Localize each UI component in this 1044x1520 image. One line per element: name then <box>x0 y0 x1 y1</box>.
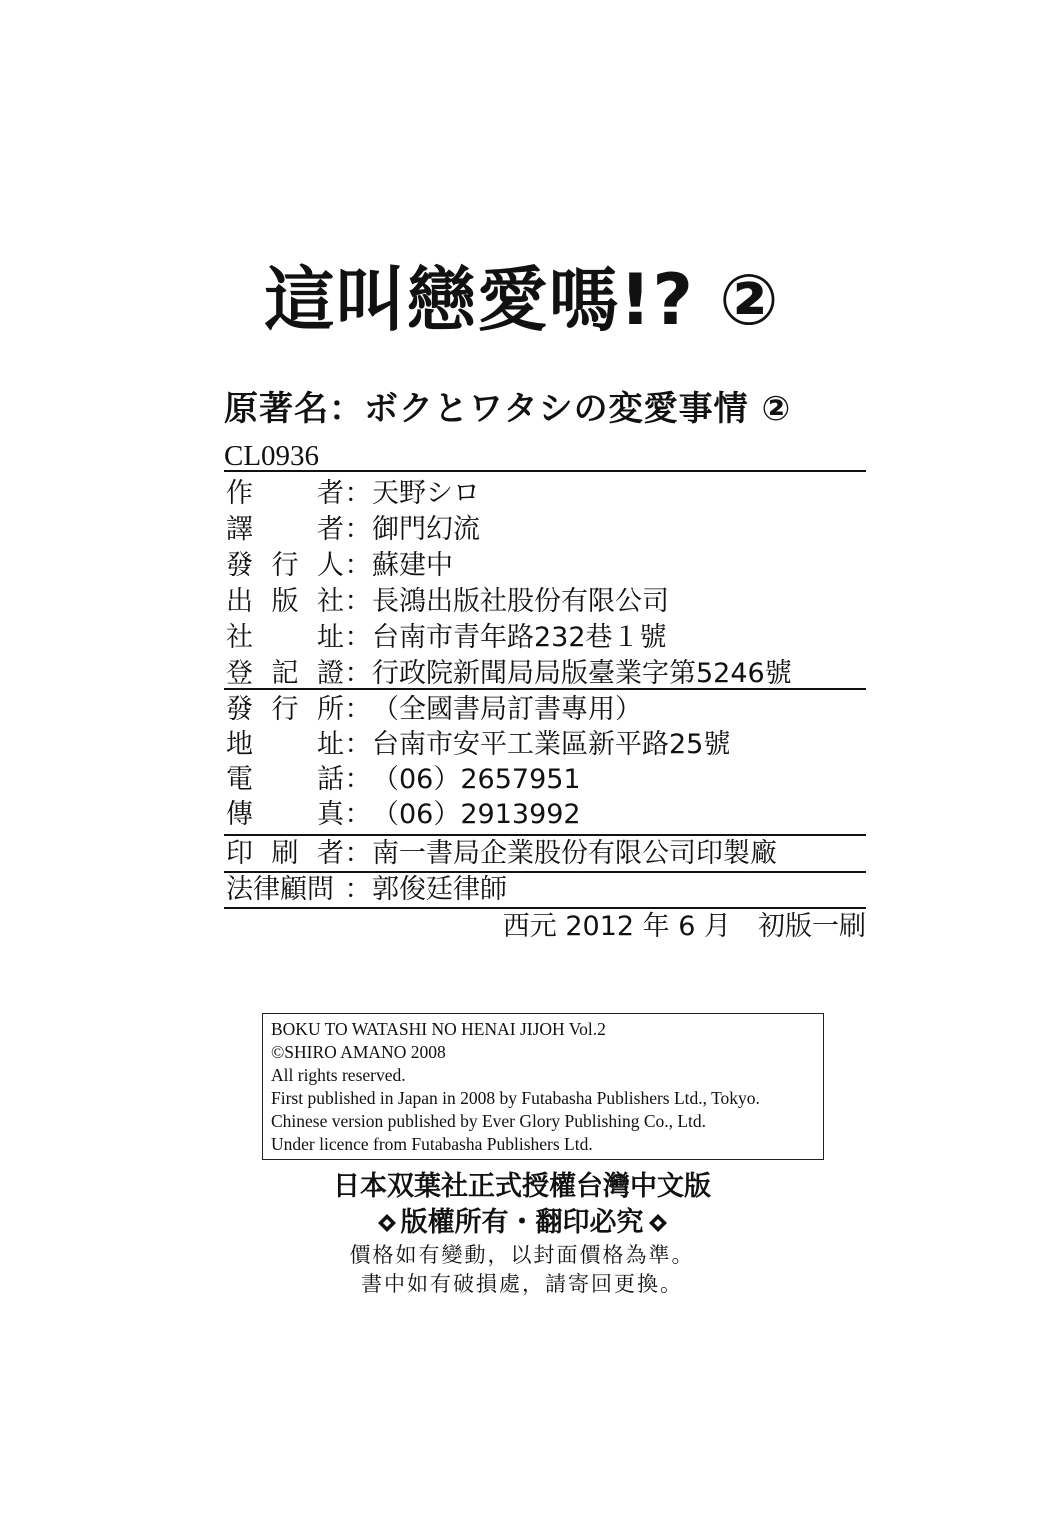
license-statement: 日本双葉社正式授權台灣中文版 <box>333 1171 711 1202</box>
row-label-char: 電 <box>226 764 253 795</box>
rights-statement <box>0 1206 1044 1240</box>
colophon-row <box>226 763 581 797</box>
row-label-char: 址 <box>317 729 344 760</box>
row-separator: ： <box>344 838 372 869</box>
diamond-ornament-icon <box>648 1213 668 1233</box>
divider <box>224 470 866 472</box>
row-label-char: 者 <box>317 478 344 509</box>
row-label-char: 作 <box>226 478 253 509</box>
row-label <box>226 621 344 655</box>
copyright-box <box>262 1013 824 1160</box>
row-label-char: 社 <box>226 622 253 653</box>
original-title: 原著名：ボクとワタシの変愛事情 ② <box>224 389 792 429</box>
row-label-char: 出 <box>226 586 253 617</box>
row-label-char: 真 <box>317 799 344 830</box>
row-value: 御門幻流 <box>372 514 480 545</box>
colophon-row <box>226 728 730 762</box>
row-label-char: 發 <box>226 550 253 581</box>
colophon-row <box>226 798 581 832</box>
row-value: 台南市安平工業區新平路25號 <box>372 729 731 760</box>
price-note: 價格如有變動，以封面價格為準。 <box>349 1243 695 1267</box>
row-label <box>226 549 344 583</box>
row-label-char: 話 <box>317 764 344 795</box>
copyright-line: Under licence from Futabasha Publishers Ltd. <box>271 1134 593 1154</box>
row-value: （06）2913992 <box>372 799 581 830</box>
row-label <box>226 728 344 762</box>
copyright-line: First published in Japan in 2008 by Futabasha Publishers Ltd., Tokyo. <box>271 1088 760 1108</box>
copyright-line: All rights reserved. <box>271 1065 406 1085</box>
damage-note: 書中如有破損處，請寄回更換。 <box>361 1272 683 1296</box>
row-label <box>226 513 344 547</box>
book-title: 這叫戀愛嗎!? ② <box>264 259 780 341</box>
row-value: 郭俊廷律師 <box>372 874 507 905</box>
colophon-row <box>226 585 669 619</box>
row-separator: ： <box>344 764 372 795</box>
row-separator: ： <box>344 799 372 830</box>
row-label <box>226 585 344 619</box>
edition-line: 西元 2012 年 6 月 初版一刷 <box>502 911 866 942</box>
row-label-char: 地 <box>226 729 253 760</box>
row-separator: ： <box>344 514 372 545</box>
colophon-row <box>226 549 453 583</box>
row-label-char: 社 <box>317 586 344 617</box>
row-separator: ： <box>344 694 372 725</box>
row-value: 行政院新聞局局版臺業字第5246號 <box>372 658 792 689</box>
row-label <box>226 798 344 832</box>
row-value: 蘇建中 <box>372 550 453 581</box>
copyright-line: Chinese version published by Ever Glory Publishing Co., Ltd. <box>271 1111 707 1131</box>
colophon-row <box>226 621 667 655</box>
colophon-row <box>226 657 792 691</box>
row-label-char: 刷 <box>271 838 299 869</box>
row-label <box>226 763 344 797</box>
row-label-char: 證 <box>317 658 344 689</box>
row-label <box>226 873 344 907</box>
copyright-line: BOKU TO WATASHI NO HENAI JIJOH Vol.2 <box>271 1019 606 1039</box>
row-label-char: 印 <box>226 838 253 869</box>
colophon-row <box>226 477 480 511</box>
colophon-row <box>226 873 507 907</box>
row-value: （全國書局訂書專用） <box>372 694 642 725</box>
row-label <box>226 477 344 511</box>
row-label-char: 行 <box>271 694 299 725</box>
row-separator: ： <box>344 586 372 617</box>
row-value: （06）2657951 <box>372 764 581 795</box>
row-label-char: 版 <box>271 586 299 617</box>
row-separator: ： <box>344 874 372 905</box>
row-label <box>226 657 344 691</box>
row-label <box>226 693 344 727</box>
row-value: 南一書局企業股份有限公司印製廠 <box>372 838 777 869</box>
row-label-char: 者 <box>317 838 344 869</box>
row-label-char: 法律顧問 <box>226 874 334 905</box>
row-label-char: 記 <box>271 658 299 689</box>
divider <box>224 907 866 909</box>
row-separator: ： <box>344 658 372 689</box>
colophon-row <box>226 513 480 547</box>
colophon-row <box>226 837 777 871</box>
row-value: 天野シロ <box>372 478 480 509</box>
row-label <box>226 837 344 871</box>
copyright-line: ©SHIRO AMANO 2008 <box>271 1042 446 1062</box>
rights-text: 版權所有・翻印必究 <box>400 1207 644 1238</box>
row-label-char: 行 <box>271 550 299 581</box>
row-separator: ： <box>344 478 372 509</box>
row-label-char: 譯 <box>226 514 253 545</box>
row-label-char: 者 <box>317 514 344 545</box>
row-separator: ： <box>344 622 372 653</box>
colophon-row <box>226 693 642 727</box>
catalog-code: CL0936 <box>224 440 320 472</box>
row-separator: ： <box>344 729 372 760</box>
row-label-char: 發 <box>226 694 253 725</box>
row-label-char: 所 <box>317 694 344 725</box>
row-value: 台南市青年路232巷１號 <box>372 622 667 653</box>
row-label-char: 傳 <box>226 799 253 830</box>
row-label-char: 址 <box>317 622 344 653</box>
diamond-ornament-icon <box>377 1213 397 1233</box>
row-value: 長鴻出版社股份有限公司 <box>372 586 669 617</box>
row-label-char: 人 <box>317 550 344 581</box>
divider <box>224 834 866 836</box>
row-label-char: 登 <box>226 658 253 689</box>
row-separator: ： <box>344 550 372 581</box>
